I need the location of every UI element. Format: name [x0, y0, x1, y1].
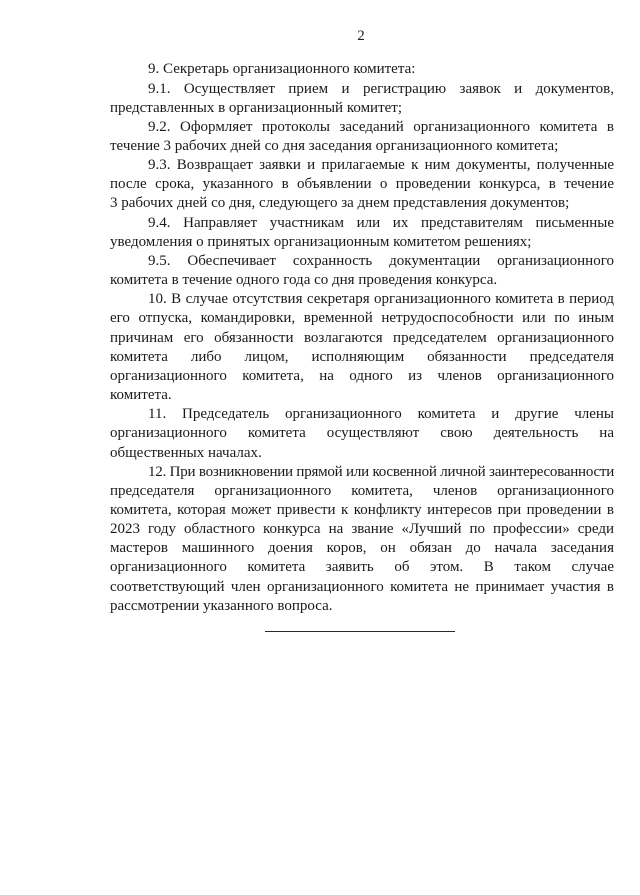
- paragraph-9-4: [110, 214, 614, 252]
- text-line: 3 рабочих дней со дня, следующего за днем представления документов;: [110, 195, 570, 212]
- text-line: общественных началах.: [110, 444, 262, 461]
- text-line: его отпуска, командировки, временной нетрудоспособности или по иным: [110, 310, 614, 327]
- text-line: 9. Секретарь организационного комитета:: [148, 61, 416, 78]
- text-line: комитета.: [110, 387, 172, 404]
- paragraph-9-1: [110, 80, 614, 118]
- text-line: 9.5. Обеспечивает сохранность документации организационного: [148, 252, 614, 269]
- text-line: 2023 году областного конкурса на звание «Лучший по профессии» среди: [110, 521, 614, 538]
- text-line: представленных в организационный комитет;: [110, 99, 403, 116]
- text-line: организационного комитета, на одного из членов организационного: [110, 367, 614, 384]
- text-line: причинам его обязанности возлагаются председателем организационного: [110, 329, 614, 346]
- closing-rule: [265, 631, 455, 632]
- text-line: 9.1. Осуществляет прием и регистрацию заявок и документов,: [148, 80, 614, 97]
- paragraph-9: [110, 60, 614, 79]
- text-line: мастеров машинного доения коров, он обязан до начала заседания: [110, 540, 614, 557]
- paragraph-12: [110, 463, 614, 616]
- text-line: председателя организационного комитета, членов организационного: [110, 482, 614, 499]
- text-line: 9.2. Оформляет протоколы заседаний организационного комитета в: [148, 118, 614, 135]
- text-line: комитета в течение одного года со дня проведения конкурса.: [110, 272, 498, 289]
- text-line: организационного комитета осуществляют свою деятельность на: [110, 425, 614, 442]
- text-line: после срока, указанного в объявлении о проведении конкурса, в течение: [110, 176, 614, 193]
- text-line: 9.4. Направляет участникам или их представителям письменные: [148, 214, 614, 231]
- text-line: течение 3 рабочих дней со дня заседания организационного комитета;: [110, 138, 559, 155]
- paragraph-10: [110, 290, 614, 405]
- paragraph-9-2: [110, 118, 614, 156]
- text-line: организационного комитета заявить об этом. В таком случае: [110, 559, 614, 576]
- paragraph-11: [110, 405, 614, 462]
- paragraph-9-5: [110, 252, 614, 290]
- text-line: 12. При возникновении прямой или косвенной личной заинтересованности: [148, 463, 614, 480]
- text-line: рассмотрении указанного вопроса.: [110, 597, 333, 614]
- text-line: 11. Председатель организационного комитета и другие члены: [148, 406, 614, 423]
- document-body: [110, 60, 614, 616]
- text-line: соответствующий член организационного комитета не принимает участия в: [110, 578, 614, 595]
- page-number: 2: [357, 28, 365, 44]
- text-line: 10. В случае отсутствия секретаря организационного комитета в период: [148, 291, 614, 308]
- text-line: 9.3. Возвращает заявки и прилагаемые к ним документы, полученные: [148, 157, 614, 174]
- text-line: комитета либо лицом, исполняющим обязанности председателя: [110, 348, 614, 365]
- text-line: уведомления о принятых организационным комитетом решениях;: [110, 233, 532, 250]
- paragraph-9-3: [110, 156, 614, 213]
- text-line: комитета, которая может привести к конфликту интересов при проведении в: [110, 501, 614, 518]
